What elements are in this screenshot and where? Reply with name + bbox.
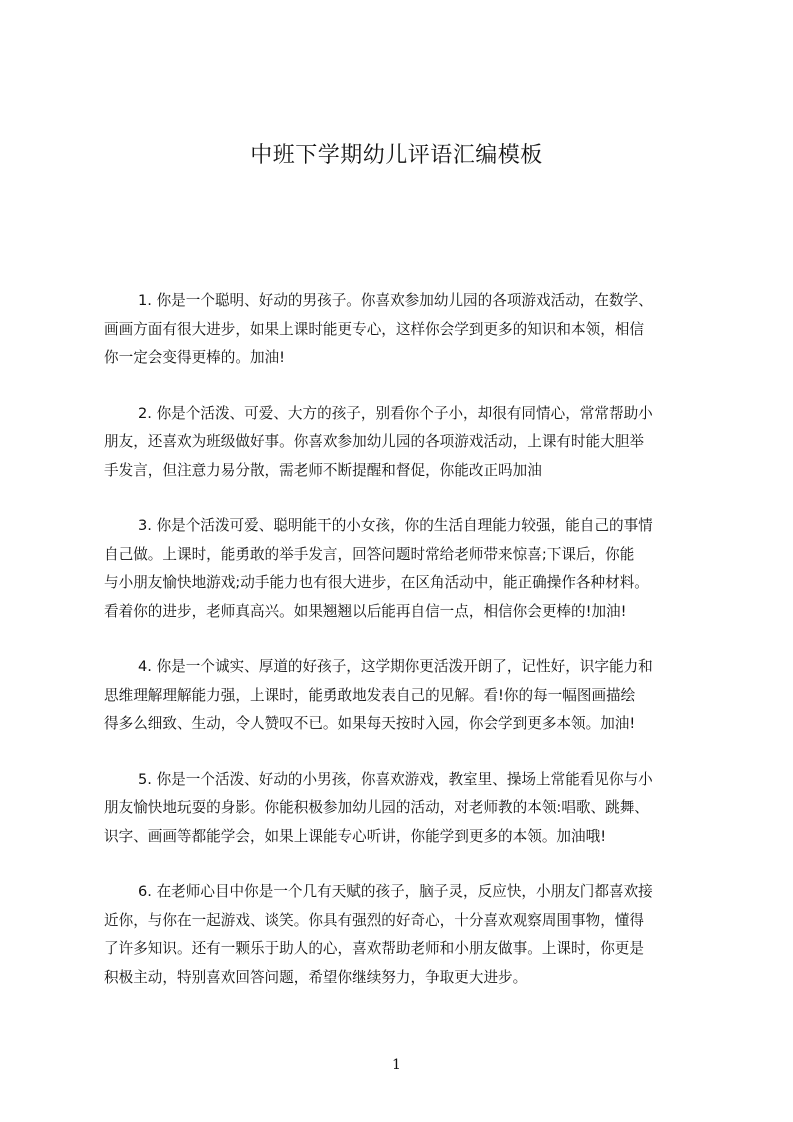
paragraph-line: 近你，与你在一起游戏、谈笑。你具有强烈的好奇心，十分喜欢观察周围事物，懂得 [104, 911, 644, 929]
paragraph-3 [104, 512, 692, 626]
document-title: 中班下学期幼儿评语汇编模板 [250, 143, 543, 168]
paragraph-1 [104, 287, 692, 373]
paragraph-2 [104, 400, 692, 486]
paragraph-line: 6. 在老师心目中你是一个几有天赋的孩子，脑子灵，反应快，小朋友门都喜欢接 [138, 883, 653, 900]
page-number: 1 [392, 1057, 401, 1073]
paragraph-5 [104, 766, 692, 852]
paragraph-line: 画画方面有很大进步，如果上课时能更专心，这样你会学到更多的知识和本领，相信 [104, 320, 644, 338]
document-body [104, 287, 692, 1019]
paragraph-line: 1. 你是一个聪明、好动的男孩子。你喜欢参加幼儿园的各项游戏活动，在数学、 [138, 292, 653, 309]
paragraph-line: 5. 你是一个活泼、好动的小男孩，你喜欢游戏，教室里、操场上常能看见你与小 [138, 770, 653, 788]
paragraph-6 [104, 878, 692, 992]
paragraph-line: 朋友愉快地玩耍的身影。你能积极参加幼儿园的活动，对老师教的本领:唱歌、跳舞、 [104, 799, 649, 816]
paragraph-line: 看着你的进步，老师真高兴。如果翘翘以后能再自信一点，相信你会更棒的!加油! [104, 602, 627, 620]
paragraph-line: 识字、画画等都能学会，如果上课能专心听讲，你能学到更多的本领。加油哦! [104, 827, 607, 845]
paragraph-line: 思维理解理解能力强，上课时，能勇敢地发表自己的见解。看!你的每一幅图画描绘 [104, 686, 636, 704]
paragraph-4 [104, 653, 692, 739]
paragraph-line: 自己做。上课时，能勇敢的举手发言，回答问题时常给老师带来惊喜;下课后，你能 [104, 545, 635, 563]
paragraph-line: 2. 你是个活泼、可爱、大方的孩子，别看你个子小，却很有同情心，常常帮助小 [138, 404, 653, 422]
paragraph-line: 了许多知识。还有一颗乐于助人的心，喜欢帮助老师和小朋友做事。上课时，你更是 [104, 940, 644, 957]
paragraph-line: 3. 你是个活泼可爱、聪明能干的小女孩，你的生活自理能力较强，能自己的事情 [138, 517, 653, 534]
paragraph-line: 手发言，但注意力易分散，需老师不断提醒和督促，你能改正吗加油 [104, 461, 542, 479]
paragraph-line: 4. 你是一个诚实、厚道的好孩子，这学期你更活泼开朗了，记性好，识字能力和 [138, 658, 653, 675]
paragraph-line: 得多么细致、生动，令人赞叹不已。如果每天按时入园，你会学到更多本领。加油! [104, 715, 636, 732]
paragraph-line: 积极主动，特别喜欢回答问题，希望你继续努力，争取更大进步。 [104, 968, 528, 986]
paragraph-line: 你一定会变得更棒的。加油! [104, 349, 285, 366]
paragraph-line: 朋友，还喜欢为班级做好事。你喜欢参加幼儿园的各项游戏活动，上课有时能大胆举 [104, 433, 644, 450]
paragraph-line: 与小朋友愉快地游戏;动手能力也有很大进步，在区角活动中，能正确操作各种材料。 [104, 574, 649, 591]
